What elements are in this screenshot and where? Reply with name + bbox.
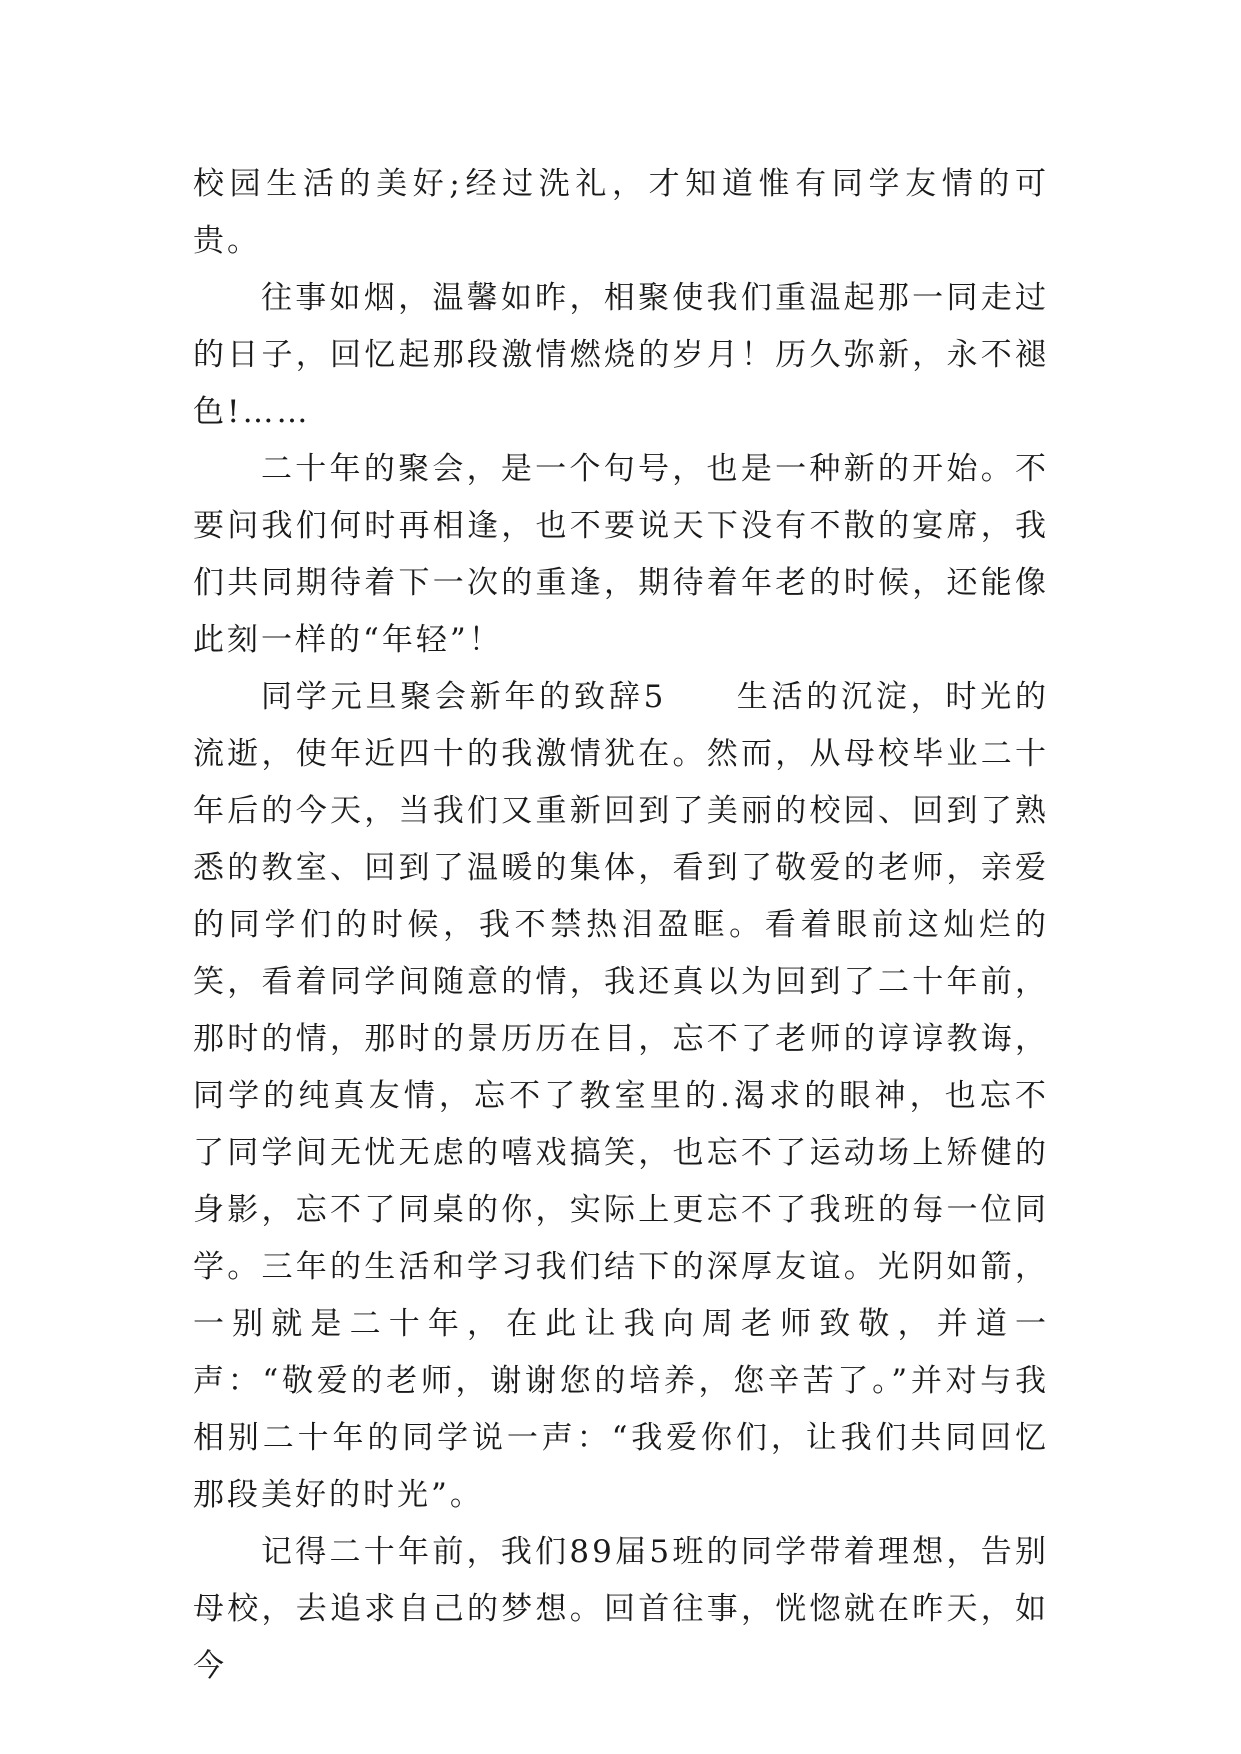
paragraph-3: 二十年的聚会，是一个句号，也是一种新的开始。不要问我们何时再相逢，也不要说天下没有不散的宴席，我们共同期待着下一次的重逢，期待着年老的时候，还能像此刻一样的“年轻”！ — [193, 451, 1049, 658]
document-page — [193, 156, 1049, 1695]
paragraph-1: 校园生活的美好;经过洗礼，才知道惟有同学友情的可贵。 — [193, 166, 1049, 259]
paragraph-4: 同学元旦聚会新年的致辞5 生活的沉淀，时光的流逝，使年近四十的我激情犹在。然而，从母校毕业二十年后的今天，当我们又重新回到了美丽的校园、回到了熟悉的教室、回到了温暖的集体，看到了敬爱的老师，亲爱的同学们的时候，我不禁热泪盈眶。看着眼前这灿烂的笑，看着同学间随意的情，我还真以为回到了二十年前，那时的情，那时的景历历在目，忘不了老师的谆谆教诲，同学的纯真友情，忘不了教室里的.渴求的眼神，也忘不了同学间无忧无虑的嘻戏搞笑，也忘不了运动场上矫健的身影，忘不了同桌的你，实际上更忘不了我班的每一位同学。三年的生活和学习我们结下的深厚友谊。光阴如箭，一别就是二十年，在此让我向周老师致敬，并道一声：“敬爱的老师，谢谢您的培养，您辛苦了。”并对与我相别二十年的同学说一声：“我爱你们，让我们共同回忆那段美好的时光”。 — [193, 679, 1049, 1513]
paragraph-2: 往事如烟，温馨如昨，相聚使我们重温起那一同走过的日子，回忆起那段激情燃烧的岁月！历久弥新，永不褪色!…… — [193, 280, 1049, 430]
paragraph-5: 记得二十年前，我们89届5班的同学带着理想，告别母校，去追求自己的梦想。回首往事，恍惚就在昨天，如今 — [193, 1534, 1049, 1684]
